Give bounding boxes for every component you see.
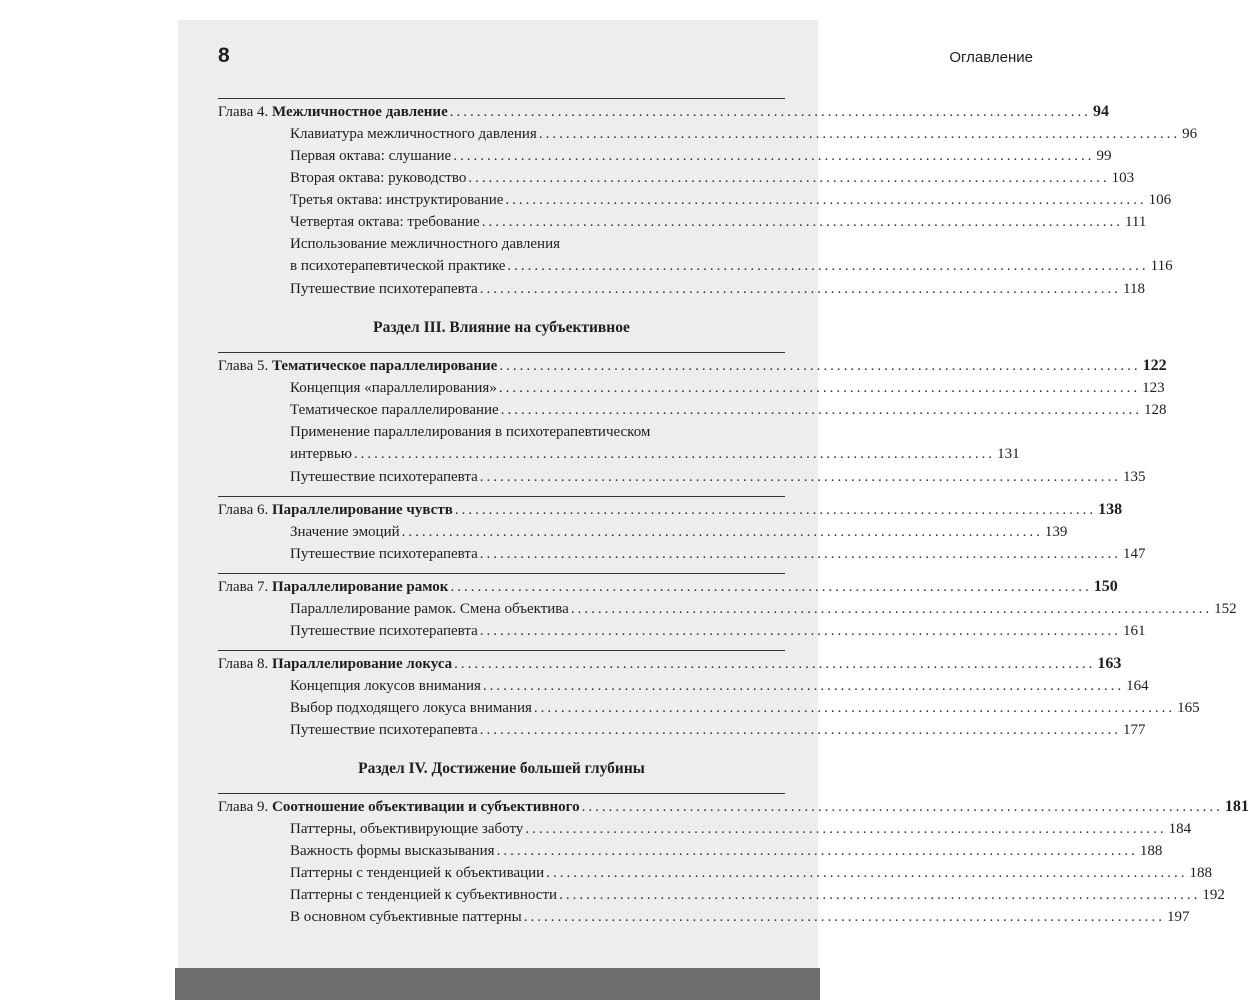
toc-item-title: Клавиатура межличностного давления [290, 126, 537, 142]
chapter-title: Тематическое параллелирование [271, 358, 498, 374]
toc-item-title: Выбор подходящего локуса внимания [290, 700, 532, 716]
toc-item [218, 211, 1147, 233]
toc-item-title: Концепция «параллелирования» [290, 380, 497, 396]
toc-item-title: Вторая октава: руководство [290, 170, 467, 186]
toc-item [218, 421, 1020, 466]
toc-item-page: 99 [1096, 148, 1112, 164]
leader-dots: ............................................................................................... [482, 678, 1125, 694]
toc-item-title: Паттерны с тенденцией к объективации [290, 865, 545, 881]
toc-item-page: 96 [1182, 126, 1198, 142]
toc-item-title: Первая октава: слушание [290, 148, 452, 164]
toc-item [218, 620, 1146, 642]
chapter-title: Соотношение объективации и субъективного [271, 799, 580, 815]
toc-item [218, 377, 1165, 399]
chapter-page: 181 [1224, 798, 1249, 815]
chapter-title: Параллелирование локуса [271, 656, 453, 672]
leader-dots: ............................................................................................... [533, 700, 1176, 716]
leader-dots: ............................................................................................... [450, 579, 1092, 595]
toc-item-title: Путешествие психотерапевта [290, 623, 478, 639]
leader-dots: ............................................................................................... [570, 601, 1213, 617]
toc-item [218, 598, 1237, 620]
leader-dots: ............................................................................................... [479, 469, 1122, 485]
section-heading: Раздел III. Влияние на субъективное [373, 319, 630, 336]
running-head: Оглавление [949, 49, 1033, 66]
chapter-title: Межличностное давление [271, 104, 448, 120]
toc-item [218, 862, 1212, 884]
toc-item-title: в психотерапевтической практике [290, 258, 506, 274]
chapter-page: 163 [1097, 655, 1122, 672]
chapter-prefix: Глава 7. [218, 579, 272, 595]
toc-item-title: Важность формы высказывания [290, 843, 495, 859]
chapter-prefix: Глава 6. [218, 502, 272, 518]
chapter-title: Параллелирование рамок [271, 579, 449, 595]
toc-item-title: Паттерны с тенденцией к субъективности [290, 887, 558, 903]
toc-item-title: Тематическое параллелирование [290, 402, 499, 418]
toc-item-page: 184 [1168, 821, 1192, 837]
chapter-prefix: Глава 4. [218, 104, 272, 120]
leader-dots: ............................................................................................... [505, 192, 1147, 208]
chapter-6-entry [218, 496, 1123, 521]
chapter-page: 138 [1098, 501, 1123, 518]
toc-item-page: 192 [1202, 887, 1225, 903]
toc-item-page: 118 [1123, 281, 1145, 297]
toc-item-page: 165 [1177, 700, 1200, 716]
chapter-5-entry [218, 352, 1167, 377]
chapter-title: Параллелирование чувств [271, 502, 453, 518]
chapter-7-entry [218, 573, 1118, 598]
toc-item-page: 177 [1123, 722, 1146, 738]
toc-item-title: Паттерны, объективирующие заботу [290, 821, 524, 837]
leader-dots: ............................................................................................... [479, 281, 1122, 297]
toc-item [218, 675, 1149, 697]
leader-dots: ............................................................................................... [496, 843, 1138, 859]
chapter-page: 94 [1092, 103, 1109, 120]
leader-dots: ............................................................................................... [525, 821, 1167, 837]
leader-dots: ............................................................................................... [479, 623, 1122, 639]
toc-item-page: 139 [1044, 524, 1068, 540]
toc-item-page: 161 [1123, 623, 1146, 639]
leader-dots: ............................................................................................... [500, 402, 1142, 418]
leader-dots: ............................................................................................... [454, 502, 1097, 518]
toc-item-page: 188 [1139, 843, 1163, 859]
toc-item-title: В основном субъективные паттерны [290, 909, 522, 925]
toc-item-title: Путешествие психотерапевта [290, 722, 478, 738]
chapter-9-entry [218, 793, 1249, 818]
toc-item-page: 111 [1124, 214, 1147, 230]
chapter-prefix: Глава 8. [218, 656, 272, 672]
toc-item-title: Путешествие психотерапевта [290, 546, 478, 562]
toc-item-page: 116 [1150, 258, 1173, 274]
leader-dots: ............................................................................................... [453, 148, 1095, 164]
toc-item-page: 188 [1189, 865, 1212, 881]
toc-item-page: 152 [1214, 601, 1237, 617]
leader-dots: ............................................................................................... [401, 524, 1043, 540]
toc-item [218, 818, 1192, 840]
table-of-contents [218, 98, 1249, 928]
toc-item-page: 197 [1167, 909, 1190, 925]
toc-item [218, 167, 1135, 189]
toc-item-title-line1: Применение параллелирования в психотерапевтическом [290, 424, 651, 440]
toc-item [218, 233, 1173, 278]
chapter-4-entry [218, 98, 1109, 123]
leader-dots: ............................................................................................... [454, 656, 1096, 672]
toc-item-title: Путешествие психотерапевта [290, 281, 478, 297]
leader-dots: ............................................................................................... [468, 170, 1110, 186]
toc-item-page: 135 [1123, 469, 1146, 485]
toc-item [218, 399, 1167, 421]
toc-item [218, 543, 1146, 565]
leader-dots: ............................................................................................... [499, 358, 1141, 374]
toc-item-page: 131 [997, 446, 1020, 462]
chapter-page: 122 [1142, 357, 1167, 374]
toc-item-page: 147 [1123, 546, 1146, 562]
toc-item-page: 128 [1143, 402, 1167, 418]
toc-item [218, 278, 1145, 300]
leader-dots: ............................................................................................... [581, 799, 1223, 815]
leader-dots: ............................................................................................... [546, 865, 1188, 881]
scan-border [175, 968, 820, 1000]
chapter-prefix: Глава 5. [218, 358, 272, 374]
leader-dots: ............................................................................................... [353, 446, 996, 462]
toc-item-title: Параллелирование рамок. Смена объектива [290, 601, 569, 617]
section-heading: Раздел IV. Достижение большей глубины [358, 760, 645, 777]
leader-dots: ............................................................................................... [523, 909, 1166, 925]
toc-item-page: 123 [1142, 380, 1165, 396]
chapter-prefix: Глава 9. [218, 799, 272, 815]
toc-item-title: Третья октава: инструктирование [290, 192, 504, 208]
toc-item-title-line1: Использование межличностного давления [290, 236, 560, 252]
toc-item [218, 123, 1198, 145]
toc-item [218, 466, 1146, 488]
toc-item [218, 697, 1200, 719]
leader-dots: ............................................................................................... [538, 126, 1181, 142]
toc-item-title: Значение эмоций [290, 524, 400, 540]
toc-item-page: 106 [1148, 192, 1172, 208]
toc-item [218, 189, 1172, 211]
leader-dots: ............................................................................................... [559, 887, 1201, 903]
toc-item [218, 145, 1112, 167]
leader-dots: ............................................................................................... [498, 380, 1141, 396]
toc-item-title: Путешествие психотерапевта [290, 469, 478, 485]
leader-dots: ............................................................................................... [479, 722, 1122, 738]
leader-dots: ............................................................................................... [507, 258, 1149, 274]
leader-dots: ............................................................................................... [479, 546, 1122, 562]
toc-item [218, 884, 1225, 906]
toc-item [218, 719, 1146, 741]
toc-item [218, 906, 1190, 928]
page-number: 8 [218, 44, 230, 67]
toc-item [218, 521, 1068, 543]
toc-item-title: Четвертая октава: требование [290, 214, 480, 230]
leader-dots: ............................................................................................... [449, 104, 1091, 120]
chapter-page: 150 [1093, 578, 1118, 595]
leader-dots: ............................................................................................... [481, 214, 1123, 230]
toc-item [218, 840, 1163, 862]
toc-item-page: 164 [1126, 678, 1149, 694]
toc-item-title: Концепция локусов внимания [290, 678, 481, 694]
toc-item-page: 103 [1111, 170, 1135, 186]
toc-item-title: интервью [290, 446, 352, 462]
chapter-8-entry [218, 650, 1122, 675]
